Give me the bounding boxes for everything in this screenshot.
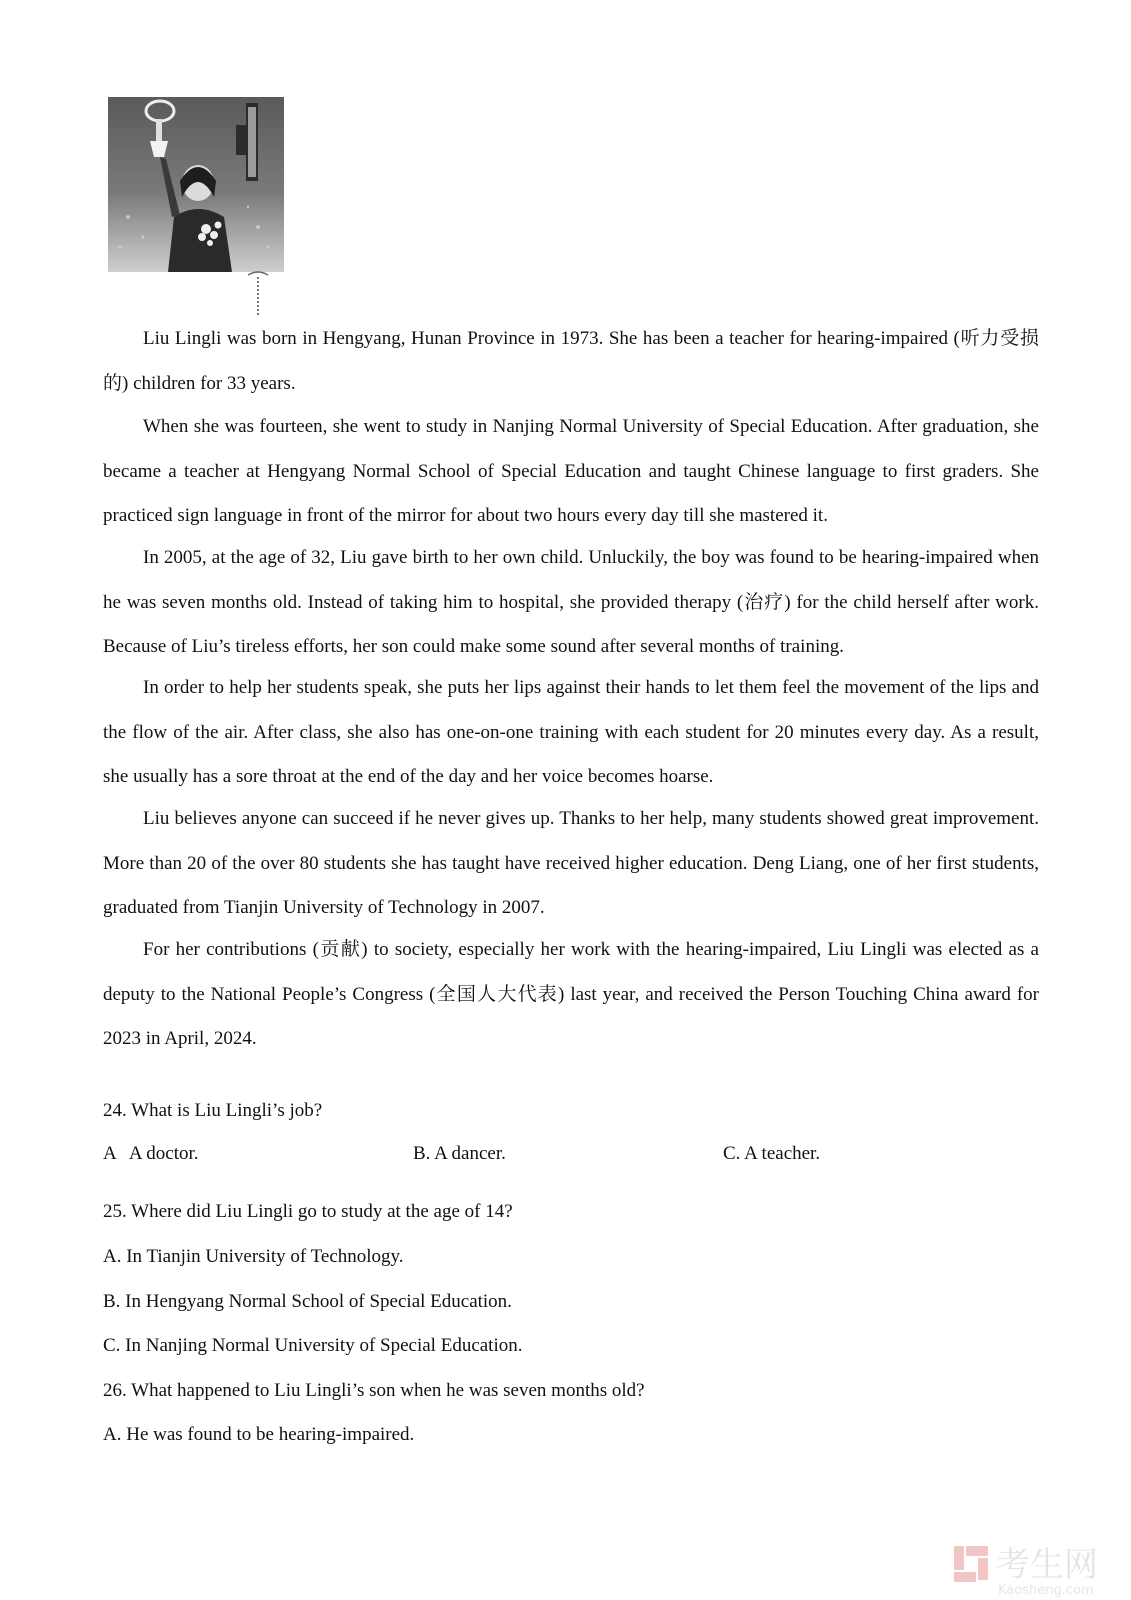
watermark-subtext: Kaosheng.com [998, 1583, 1094, 1598]
kaosheng-watermark [952, 1540, 1127, 1598]
question-26-stem: 26. What happened to Liu Lingli’s son when he was seven months old? [103, 1380, 645, 1401]
question-25-option-a: A. In Tianjin University of Technology. [103, 1246, 404, 1267]
question-26-option-a: A. He was found to be hearing-impaired. [103, 1424, 415, 1445]
passage-paragraph-4: In order to help her students speak, she puts her lips against their hands to let them feel the movement of the lips and the flow of the air. After class, she also has one-on-one training with each student for 20 minutes every day. As a result, she usually has a sore throat at the end of the day and her voice becomes hoarse. [103, 677, 1039, 788]
passage-paragraph-6: For her contributions (贡献) to society, especially her work with the hearing-impaired, Liu Lingli was elected as a deputy to the National People’s Congress (全国人大代表) last year, and received the Person Touching China award for 2023 in April, 2024. [103, 939, 1039, 1050]
passage-paragraph-2: When she was fourteen, she went to study in Nanjing Normal University of Special Education. After graduation, she became a teacher at Hengyang Normal School of Special Education and taught Chinese language to first graders. She practiced sign language in front of the mirror for about two hours every day till she mastered it. [103, 416, 1039, 527]
question-25-stem: 25. Where did Liu Lingli go to study at the age of 14? [103, 1201, 513, 1222]
question-24-option-c: C. A teacher. [723, 1143, 821, 1164]
question-24-option-a: A A doctor. [103, 1143, 199, 1164]
question-24-stem: 24. What is Liu Lingli’s job? [103, 1100, 323, 1121]
watermark-text: 考生网 [996, 1545, 1098, 1585]
kaosheng-logo-icon [954, 1546, 988, 1582]
question-25-option-c: C. In Nanjing Normal University of Special Education. [103, 1335, 523, 1356]
passage-paragraph-1: Liu Lingli was born in Hengyang, Hunan Province in 1973. She has been a teacher for hearing-impaired (听力受损的) children for 33 years. [103, 328, 1039, 394]
question-24-option-b: B. A dancer. [413, 1143, 506, 1164]
award-photo [108, 97, 291, 318]
question-25-option-b: B. In Hengyang Normal School of Special Education. [103, 1291, 512, 1312]
passage-paragraph-3: In 2005, at the age of 32, Liu gave birth to her own child. Unluckily, the boy was found to be hearing-impaired when he was seven months old. Instead of taking him to hospital, she provided therapy (治疗) for the child herself after work. Because of Liu’s tireless efforts, her son could make some sound after several months of training. [103, 547, 1039, 658]
passage-paragraph-5: Liu believes anyone can succeed if he never gives up. Thanks to her help, many students showed great improvement. More than 20 of the over 80 students she has taught have received higher education. Deng Liang, one of her first students, graduated from Tianjin University of Technology in 2007. [103, 808, 1039, 919]
